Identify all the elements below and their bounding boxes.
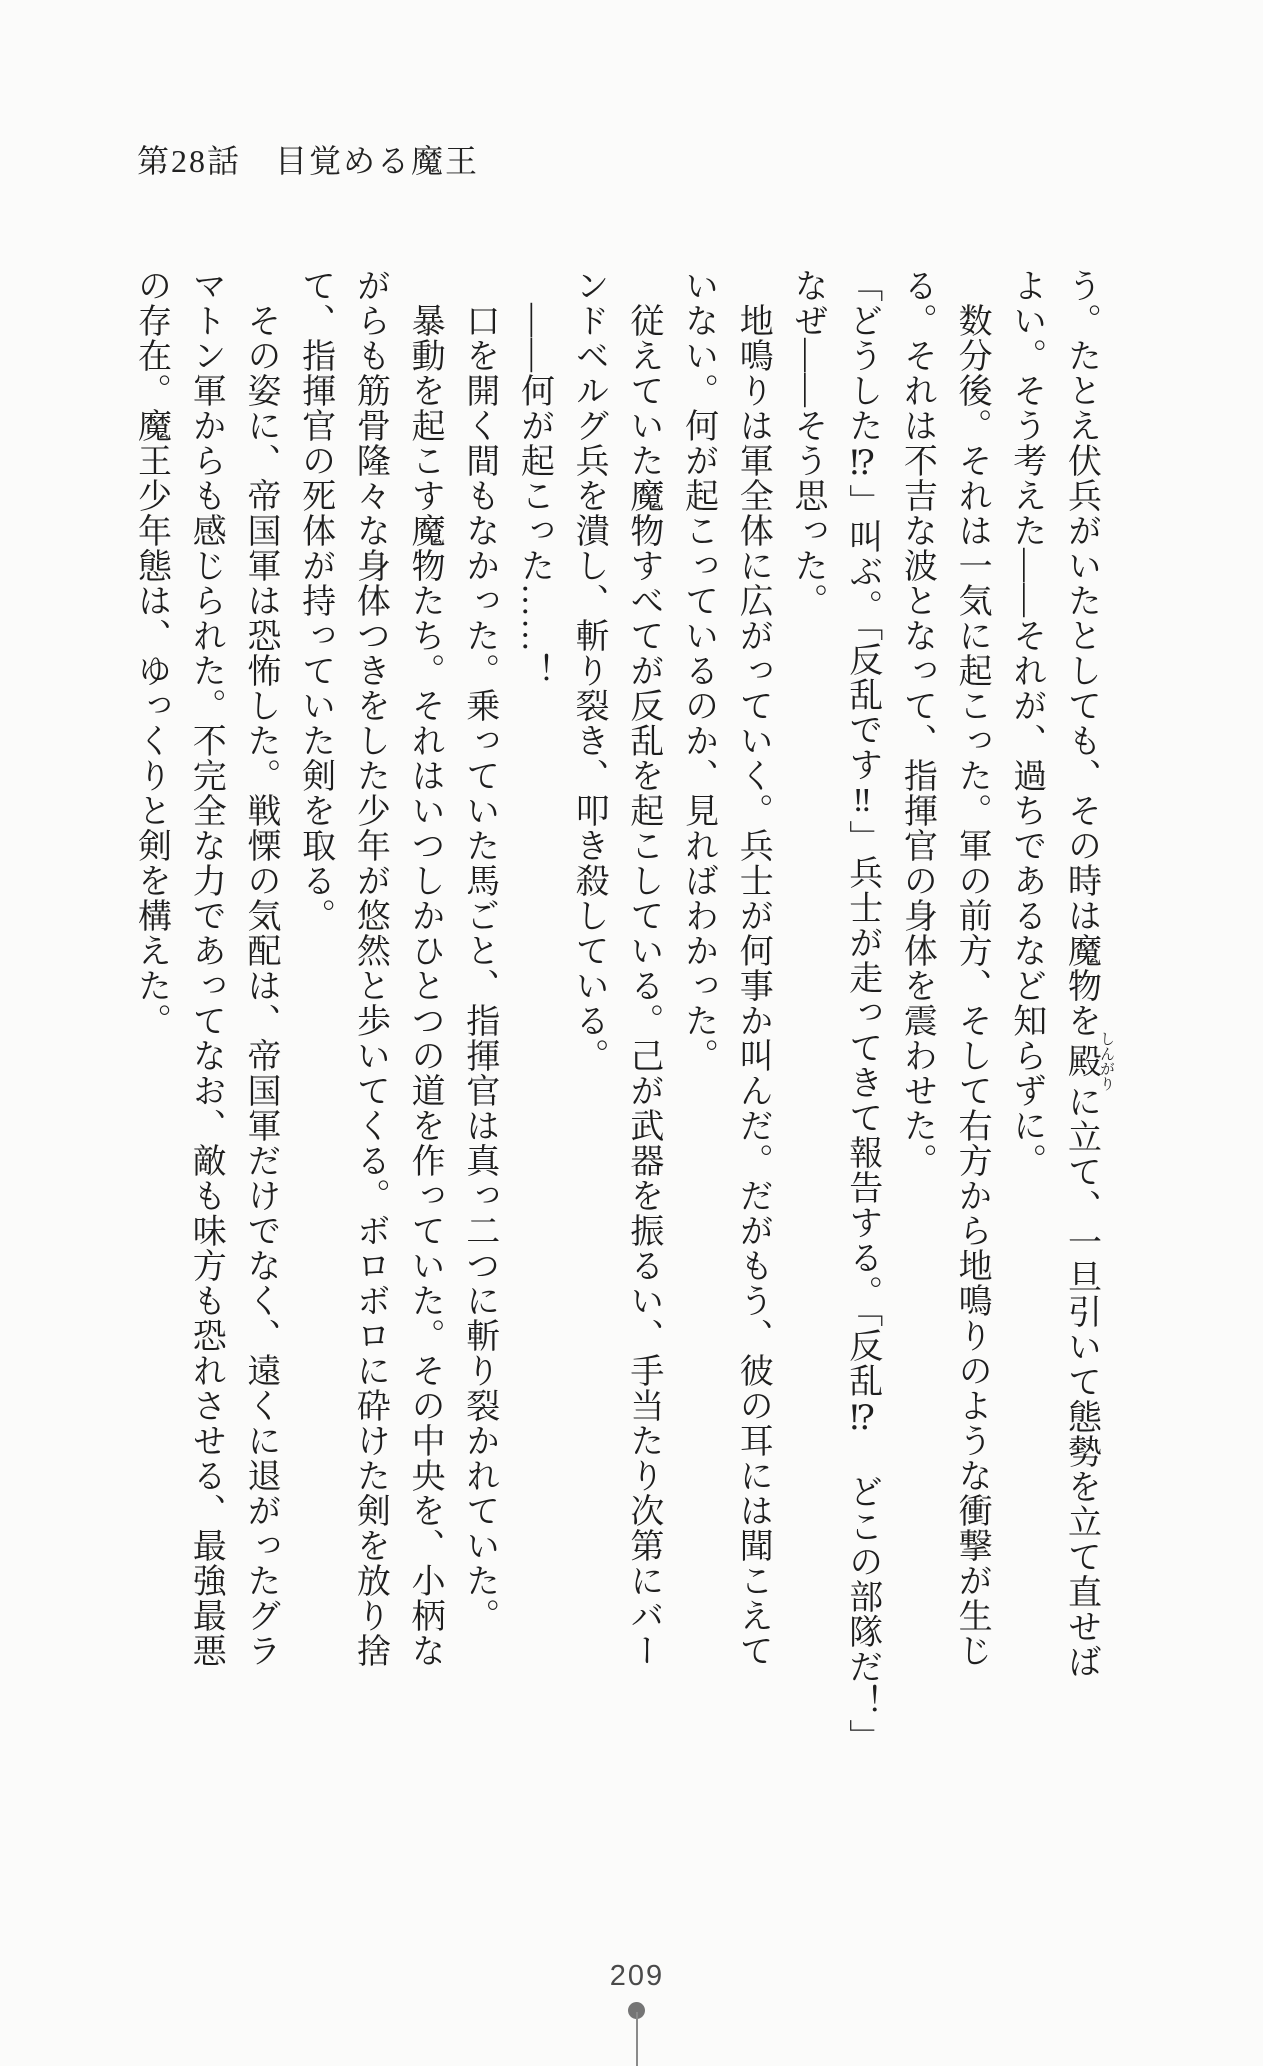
paragraph [889,268,998,1668]
text-line: ンドベルグ兵を潰し、斬り裂き、叩き殺している。 [570,268,608,1073]
chapter-header: 第28話 目覚める魔王 [137,143,480,179]
text-line: いない。何が起こっているのか、見ればわかった。 [679,268,717,1073]
paragraph [451,268,506,1660]
text-line: 「どうした⁉」叫ぶ。「反乱です‼」兵士が走ってきて報告する。「反乱⁉ どこの部隊だ！」 [843,268,881,1754]
text-line: 地鳴りは軍全体に広がっていく。兵士が何事か叫んだ。だがもう、彼の耳には聞こえて [734,303,772,1668]
text-line: る。それは不吉な波となって、指揮官の身体を震わせた。 [898,268,936,1178]
text-line: ——何が起こった……！ [515,303,553,688]
text-line: よい。そう考えた——それが、過ちであるなど知らずに。 [1007,268,1045,1178]
text-line: マトン軍からも感じられた。不完全な力であってなお、敵も味方も恐れさせる、最強最悪 [187,268,225,1668]
footer-line [636,2012,638,2066]
text-line: 従えていた魔物すべてが反乱を起こしている。己が武器を振るい、手当たり次第にバー [624,303,662,1668]
text-line: その姿に、帝国軍は恐怖した。戦慄の気配は、帝国軍だけでなく、遠くに退がったグラ [241,303,279,1668]
paragraph [998,268,1114,1679]
paragraph [834,268,889,1754]
text-line: て、指揮官の死体が持っていた剣を取る。 [296,268,334,933]
paragraph [670,268,779,1668]
text-line: 数分後。それは一気に起こった。軍の前方、そして右方から地鳴りのような衝撃が生じ [953,303,991,1668]
text-line: 暴動を起こす魔物たち。それはいつしかひとつの道を作っていた。その中央を、小柄な [406,303,444,1668]
text-line: がらも筋骨隆々な身体つきをした少年が悠然と歩いてくる。ボロボロに砕けた剣を放り捨 [351,268,389,1668]
page-number: 209 [609,1960,665,1992]
body-text [129,268,1114,1754]
paragraph [123,268,287,1668]
text-line: なぜ——そう思った。 [788,268,826,618]
text-line: 口を開く間もなかった。乗っていた馬ごと、指揮官は真っ二つに斬り裂かれていた。 [460,303,498,1633]
text-line: の存在。魔王少年態は、ゆっくりと剣を構えた。 [132,268,170,1038]
ruby-annotation: 殿しんがり [1062,1031,1114,1091]
paragraph [560,268,669,1668]
text-line: う。たとえ伏兵がいたとしても、その時は魔物を殿しんがりに立て、一旦引いて態勢を立て直せば [1062,268,1114,1679]
paragraph [779,268,834,1660]
paragraph [506,268,561,1660]
paragraph [287,268,451,1668]
